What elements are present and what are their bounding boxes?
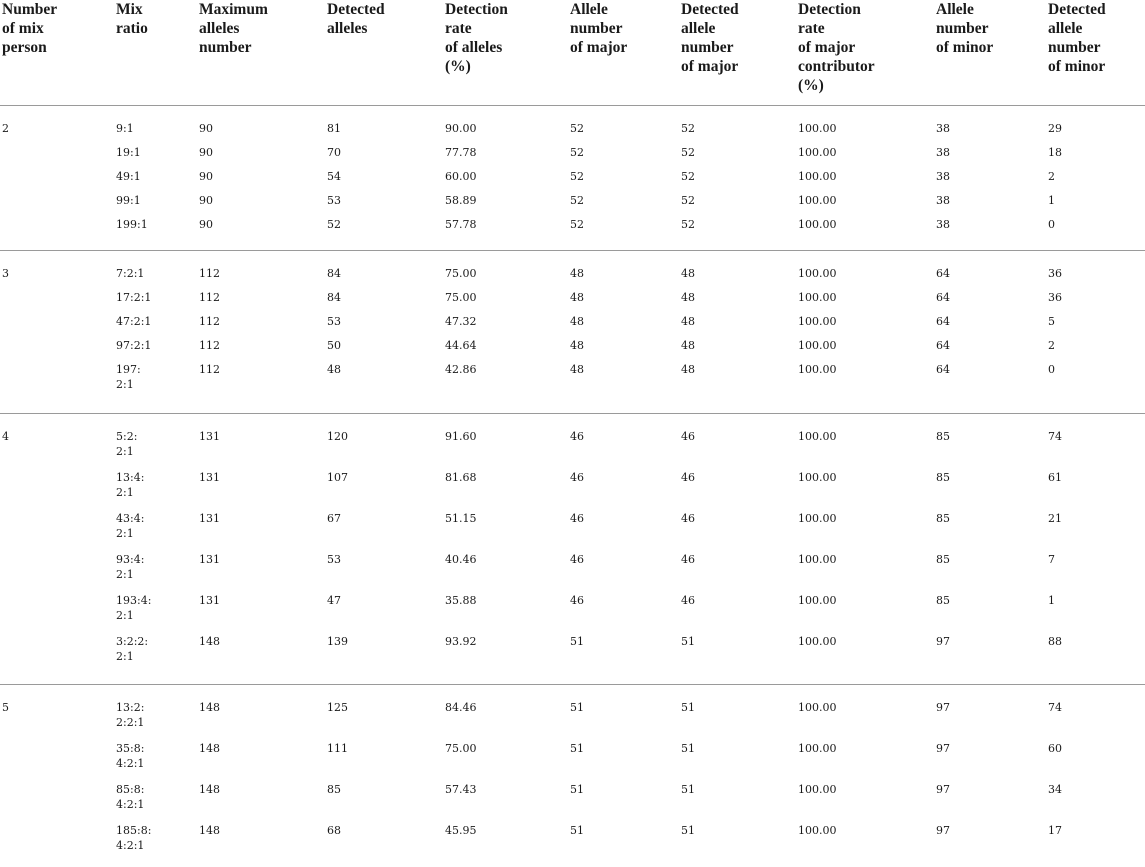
table-cell: 100.00 — [798, 315, 837, 328]
table-cell: 100.00 — [798, 783, 837, 796]
table-cell: 35:8: 4:2:1 — [116, 742, 145, 770]
table-cell: 52 — [327, 218, 341, 231]
table-cell: 91.60 — [445, 430, 477, 443]
table-cell: 81.68 — [445, 471, 477, 484]
table-cell: 53 — [327, 315, 341, 328]
table-cell: 112 — [199, 291, 220, 304]
table-cell: 100.00 — [798, 146, 837, 159]
table-cell: 74 — [1048, 430, 1062, 443]
table-cell: 29 — [1048, 122, 1062, 135]
table-cell: 100.00 — [798, 742, 837, 755]
row-divider — [0, 413, 1145, 414]
table-cell: 2 — [1048, 170, 1055, 183]
table-cell: 46 — [681, 471, 695, 484]
table-cell: 131 — [199, 594, 220, 607]
table-cell: 51 — [681, 783, 695, 796]
column-header: Detection rate of alleles (%) — [445, 1, 508, 75]
table-cell: 46 — [681, 512, 695, 525]
table-cell: 97:2:1 — [116, 339, 152, 352]
table-cell: 52 — [570, 194, 584, 207]
table-cell: 100.00 — [798, 218, 837, 231]
table-cell: 51 — [570, 824, 584, 837]
table-cell: 81 — [327, 122, 341, 135]
table-cell: 19:1 — [116, 146, 141, 159]
table-cell: 3:2:2: 2:1 — [116, 635, 149, 663]
table-cell: 48 — [681, 339, 695, 352]
row-divider — [0, 684, 1145, 685]
mix-person-cell: 2 — [2, 122, 9, 135]
table-cell: 1 — [1048, 194, 1055, 207]
table-cell: 75.00 — [445, 267, 477, 280]
table-cell: 46 — [570, 594, 584, 607]
table-cell: 90 — [199, 170, 213, 183]
table-cell: 48 — [570, 315, 584, 328]
column-header: Allele number of minor — [936, 1, 994, 56]
table-cell: 77.78 — [445, 146, 477, 159]
table-cell: 97 — [936, 742, 950, 755]
table-cell: 51 — [570, 742, 584, 755]
table-cell: 100.00 — [798, 701, 837, 714]
column-header: Allele number of major — [570, 1, 628, 56]
mix-person-cell: 3 — [2, 267, 9, 280]
table-cell: 49:1 — [116, 170, 141, 183]
table-cell: 64 — [936, 339, 950, 352]
table-cell: 100.00 — [798, 339, 837, 352]
table-cell: 54 — [327, 170, 341, 183]
table-cell: 43:4: 2:1 — [116, 512, 145, 540]
table-cell: 100.00 — [798, 471, 837, 484]
table-cell: 148 — [199, 824, 220, 837]
table-cell: 45.95 — [445, 824, 477, 837]
table-cell: 148 — [199, 701, 220, 714]
table-cell: 40.46 — [445, 553, 477, 566]
table-cell: 125 — [327, 701, 348, 714]
table-cell: 99:1 — [116, 194, 141, 207]
table-cell: 111 — [327, 742, 348, 755]
table-cell: 75.00 — [445, 291, 477, 304]
table-cell: 100.00 — [798, 512, 837, 525]
table-cell: 42.86 — [445, 363, 477, 376]
table-cell: 53 — [327, 553, 341, 566]
table-cell: 131 — [199, 430, 220, 443]
table-cell: 100.00 — [798, 635, 837, 648]
table-cell: 38 — [936, 194, 950, 207]
table-cell: 48 — [570, 339, 584, 352]
table-cell: 52 — [681, 146, 695, 159]
table-cell: 199:1 — [116, 218, 148, 231]
table-cell: 17:2:1 — [116, 291, 152, 304]
table-cell: 9:1 — [116, 122, 134, 135]
table-cell: 60 — [1048, 742, 1062, 755]
table-cell: 148 — [199, 783, 220, 796]
table-cell: 100.00 — [798, 824, 837, 837]
table-cell: 51 — [570, 635, 584, 648]
table-cell: 52 — [681, 122, 695, 135]
table-cell: 13:2: 2:2:1 — [116, 701, 145, 729]
table-cell: 64 — [936, 267, 950, 280]
table-cell: 93:4: 2:1 — [116, 553, 145, 581]
table-cell: 48 — [570, 363, 584, 376]
table-cell: 5 — [1048, 315, 1055, 328]
table-cell: 197: 2:1 — [116, 363, 141, 391]
mix-person-cell: 5 — [2, 701, 9, 714]
table-cell: 48 — [681, 267, 695, 280]
table-cell: 1 — [1048, 594, 1055, 607]
table-cell: 51 — [681, 701, 695, 714]
table-cell: 131 — [199, 471, 220, 484]
table-cell: 36 — [1048, 291, 1062, 304]
table-cell: 112 — [199, 315, 220, 328]
table-cell: 35.88 — [445, 594, 477, 607]
table-cell: 17 — [1048, 824, 1062, 837]
table-cell: 46 — [570, 471, 584, 484]
mix-person-cell: 4 — [2, 430, 9, 443]
table-cell: 50 — [327, 339, 341, 352]
table-cell: 52 — [681, 170, 695, 183]
table-cell: 90 — [199, 218, 213, 231]
table-cell: 38 — [936, 218, 950, 231]
table-cell: 193:4: 2:1 — [116, 594, 152, 622]
table-cell: 5:2: 2:1 — [116, 430, 138, 458]
table-cell: 84.46 — [445, 701, 477, 714]
table-cell: 85:8: 4:2:1 — [116, 783, 145, 811]
table-cell: 185:8: 4:2:1 — [116, 824, 152, 852]
table-cell: 131 — [199, 512, 220, 525]
table-cell: 85 — [936, 553, 950, 566]
table-cell: 46 — [570, 512, 584, 525]
column-header: Detected allele number of major — [681, 1, 739, 75]
table-cell: 64 — [936, 315, 950, 328]
table-cell: 112 — [199, 363, 220, 376]
table-cell: 36 — [1048, 267, 1062, 280]
table-cell: 18 — [1048, 146, 1062, 159]
table-cell: 52 — [681, 194, 695, 207]
table-cell: 60.00 — [445, 170, 477, 183]
column-header: Detected alleles — [327, 1, 385, 37]
table-cell: 64 — [936, 291, 950, 304]
table-cell: 21 — [1048, 512, 1062, 525]
table-cell: 100.00 — [798, 363, 837, 376]
table-cell: 90 — [199, 146, 213, 159]
table-cell: 46 — [681, 594, 695, 607]
table-cell: 57.43 — [445, 783, 477, 796]
table-cell: 85 — [936, 430, 950, 443]
table-cell: 38 — [936, 146, 950, 159]
table-cell: 97 — [936, 783, 950, 796]
table-cell: 47.32 — [445, 315, 477, 328]
table-cell: 46 — [570, 430, 584, 443]
table-cell: 100.00 — [798, 170, 837, 183]
table-cell: 38 — [936, 170, 950, 183]
table-cell: 51 — [570, 701, 584, 714]
table-cell: 61 — [1048, 471, 1062, 484]
table-cell: 53 — [327, 194, 341, 207]
table-cell: 52 — [570, 218, 584, 231]
table-cell: 70 — [327, 146, 341, 159]
table-cell: 100.00 — [798, 122, 837, 135]
table-cell: 112 — [199, 339, 220, 352]
table-cell: 112 — [199, 267, 220, 280]
table-cell: 51 — [681, 824, 695, 837]
table-cell: 48 — [570, 291, 584, 304]
table-cell: 84 — [327, 267, 341, 280]
table-cell: 58.89 — [445, 194, 477, 207]
column-header: Mix ratio — [116, 1, 148, 37]
table-cell: 100.00 — [798, 553, 837, 566]
table-cell: 90 — [199, 194, 213, 207]
table-cell: 7:2:1 — [116, 267, 145, 280]
column-header: Detected allele number of minor — [1048, 1, 1106, 75]
table-cell: 100.00 — [798, 194, 837, 207]
table-cell: 13:4: 2:1 — [116, 471, 145, 499]
table-cell: 52 — [681, 218, 695, 231]
table-cell: 75.00 — [445, 742, 477, 755]
table-cell: 51 — [681, 635, 695, 648]
table-cell: 100.00 — [798, 267, 837, 280]
table-cell: 48 — [681, 291, 695, 304]
table-cell: 97 — [936, 701, 950, 714]
table-cell: 2 — [1048, 339, 1055, 352]
table-cell: 44.64 — [445, 339, 477, 352]
table-cell: 148 — [199, 635, 220, 648]
table-cell: 0 — [1048, 218, 1055, 231]
table-cell: 88 — [1048, 635, 1062, 648]
table-cell: 74 — [1048, 701, 1062, 714]
table-cell: 47:2:1 — [116, 315, 152, 328]
column-header: Number of mix person — [2, 1, 58, 56]
table-cell: 85 — [936, 471, 950, 484]
table-cell: 67 — [327, 512, 341, 525]
row-divider — [0, 250, 1145, 251]
table-cell: 38 — [936, 122, 950, 135]
table-cell: 46 — [681, 430, 695, 443]
table-cell: 57.78 — [445, 218, 477, 231]
table-cell: 85 — [936, 512, 950, 525]
table-cell: 100.00 — [798, 594, 837, 607]
table-cell: 64 — [936, 363, 950, 376]
table-cell: 139 — [327, 635, 348, 648]
table-cell: 47 — [327, 594, 341, 607]
table-cell: 51 — [681, 742, 695, 755]
table-cell: 48 — [681, 363, 695, 376]
table-cell: 51.15 — [445, 512, 477, 525]
table-cell: 148 — [199, 742, 220, 755]
table-cell: 100.00 — [798, 430, 837, 443]
table-cell: 46 — [570, 553, 584, 566]
table-cell: 85 — [936, 594, 950, 607]
column-header: Maximum alleles number — [199, 1, 268, 56]
table-cell: 97 — [936, 635, 950, 648]
table-cell: 85 — [327, 783, 341, 796]
table-cell: 34 — [1048, 783, 1062, 796]
table-cell: 90 — [199, 122, 213, 135]
table-cell: 100.00 — [798, 291, 837, 304]
table-cell: 51 — [570, 783, 584, 796]
table-cell: 48 — [327, 363, 341, 376]
row-divider — [0, 105, 1145, 106]
table-cell: 90.00 — [445, 122, 477, 135]
table-cell: 48 — [681, 315, 695, 328]
column-header: Detection rate of major contributor (%) — [798, 1, 875, 94]
table-cell: 93.92 — [445, 635, 477, 648]
table-cell: 84 — [327, 291, 341, 304]
table-cell: 52 — [570, 122, 584, 135]
table-cell: 120 — [327, 430, 348, 443]
table-cell: 131 — [199, 553, 220, 566]
table-cell: 97 — [936, 824, 950, 837]
table-cell: 52 — [570, 146, 584, 159]
table-cell: 48 — [570, 267, 584, 280]
table-cell: 52 — [570, 170, 584, 183]
table-cell: 0 — [1048, 363, 1055, 376]
table-cell: 7 — [1048, 553, 1055, 566]
table-cell: 68 — [327, 824, 341, 837]
table-cell: 46 — [681, 553, 695, 566]
table-cell: 107 — [327, 471, 348, 484]
